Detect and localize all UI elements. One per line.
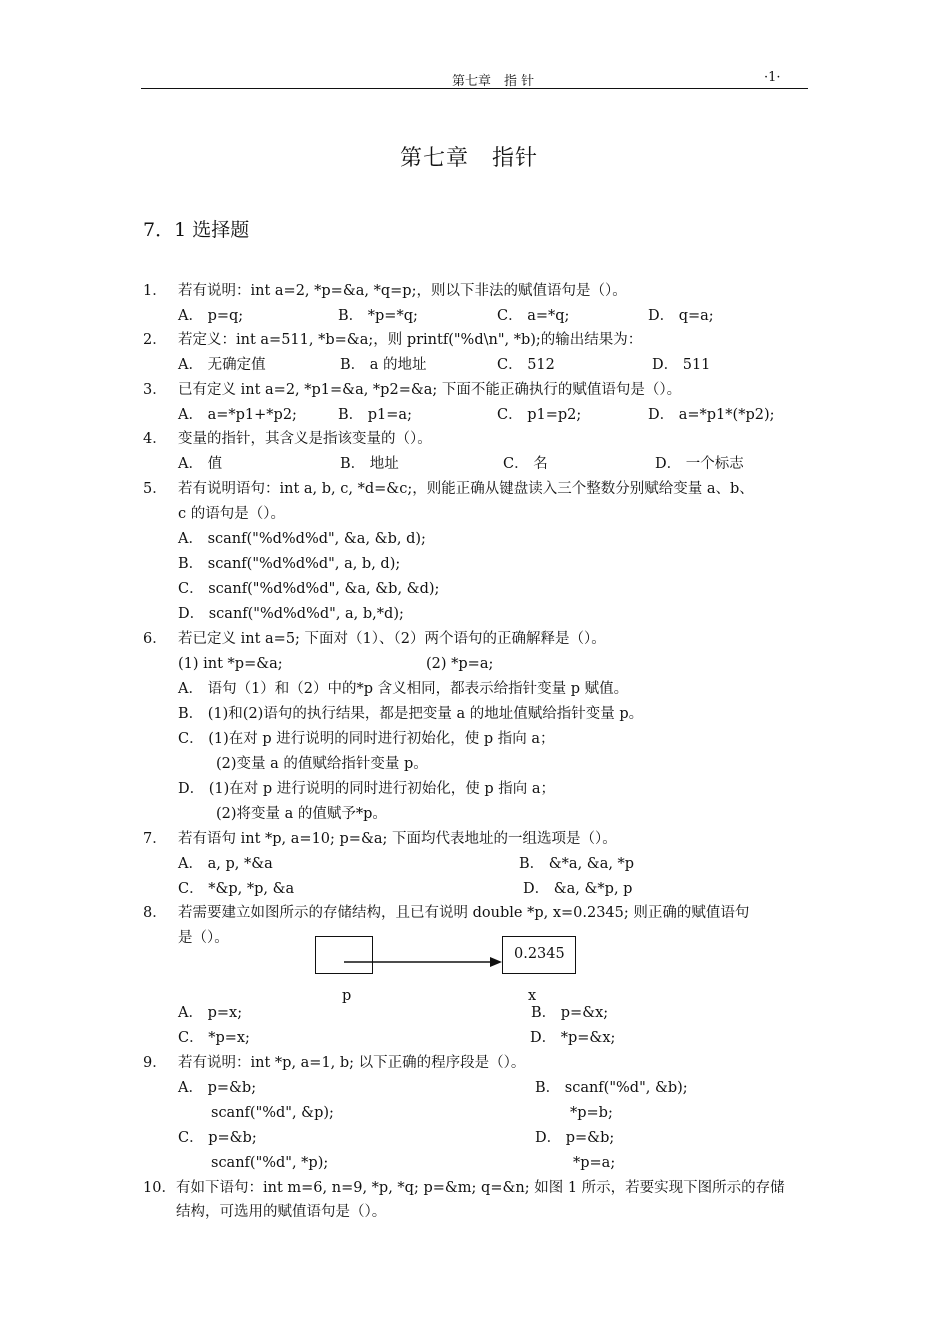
q9-option-c-line1: C． p=&b;: [178, 1130, 257, 1146]
q3-stem: 已有定义 int a=2, *p1=&a, *p2=&a; 下面不能正确执行的赋值语句是（）。: [178, 382, 682, 398]
variable-x-value: 0.2345: [514, 946, 565, 962]
page-number: ·1·: [764, 70, 781, 85]
q2-number: 2．: [143, 332, 167, 348]
q2-stem: 若定义：int a=511, *b=&a;，则 printf("%d\n", *b);的输出结果为：: [178, 332, 643, 348]
q6-stem: 若已定义 int a=5; 下面对（1）、（2）两个语句的正确解释是（）。: [178, 631, 606, 647]
q8-stem: 若需要建立如图所示的存储结构，且已有说明 double *p, x=0.2345; 则正确的赋值语句: [178, 905, 750, 921]
q6-option-d-line1: D． (1)在对 p 进行说明的同时进行初始化，使 p 指向 a；: [178, 781, 556, 797]
q5-option-d: D． scanf("%d%d%d", a, b,*d);: [178, 606, 404, 622]
q9-number: 9．: [143, 1055, 167, 1071]
pointer-arrow: [340, 955, 504, 969]
q9-option-a-line2: scanf("%d", &p);: [211, 1105, 334, 1121]
q3-option-a: A． a=*p1+*p2;: [178, 407, 297, 423]
q7-stem: 若有语句 int *p, a=10; p=&a; 下面均代表地址的一组选项是（）。: [178, 831, 617, 847]
q6-option-c-line2: (2)变量 a 的值赋给指针变量 p。: [216, 756, 428, 772]
running-header: 第七章 指 针: [452, 74, 535, 89]
q4-number: 4．: [143, 431, 167, 447]
q1-option-a: A． p=q;: [178, 308, 244, 324]
q5-stem-cont: c 的语句是（）。: [178, 506, 285, 522]
q9-option-d-line2: *p=a;: [573, 1155, 616, 1171]
q10-stem-cont: 结构，可选用的赋值语句是（）。: [176, 1204, 387, 1220]
q2-option-a: A． 无确定值: [178, 357, 266, 373]
variable-x-box: [502, 936, 576, 974]
q1-option-b: B． *p=*q;: [338, 308, 418, 324]
q3-number: 3．: [143, 382, 167, 398]
q2-option-c: C． 512: [497, 357, 555, 373]
q2-option-d: D． 511: [652, 357, 711, 373]
q8-option-a: A． p=x;: [178, 1005, 243, 1021]
q5-number: 5．: [143, 481, 167, 497]
q6-statement-2: (2) *p=a;: [426, 656, 494, 672]
q6-option-d-line2: (2)将变量 a 的值赋予*p。: [216, 806, 387, 822]
q9-option-b-line2: *p=b;: [570, 1105, 613, 1121]
q5-option-a: A． scanf("%d%d%d", &a, &b, d);: [178, 531, 426, 547]
q8-option-b: B． p=&x;: [531, 1005, 609, 1021]
q5-stem: 若有说明语句：int a, b, c, *d=&c;，则能正确从键盘读入三个整数分别赋给变量 a、b、: [178, 481, 754, 497]
q6-option-c-line1: C． (1)在对 p 进行说明的同时进行初始化，使 p 指向 a；: [178, 731, 555, 747]
q6-number: 6．: [143, 631, 167, 647]
section-heading: 7．1 选择题: [143, 219, 250, 241]
q3-option-c: C． p1=p2;: [497, 407, 582, 423]
q10-stem: 有如下语句：int m=6, n=9, *p, *q; p=&m; q=&n; 如图 1 所示，若要实现下图所示的存储: [176, 1180, 785, 1196]
q10-number: 10．: [143, 1180, 176, 1196]
q7-option-c: C． *&p, *p, &a: [178, 881, 295, 897]
q9-option-c-line2: scanf("%d", *p);: [211, 1155, 329, 1171]
chapter-title: 第七章 指针: [400, 146, 539, 171]
q7-option-a: A． a, p, *&a: [178, 856, 273, 872]
q7-option-b: B． &*a, &a, *p: [519, 856, 635, 872]
q9-stem: 若有说明：int *p, a=1, b; 以下正确的程序段是（）。: [178, 1055, 526, 1071]
q4-option-b: B． 地址: [340, 456, 399, 472]
q5-option-c: C． scanf("%d%d%d", &a, &b, &d);: [178, 581, 440, 597]
header-rule: [141, 88, 808, 89]
q3-option-d: D． a=*p1*(*p2);: [648, 407, 775, 423]
q6-option-a: A． 语句（1）和（2）中的*p 含义相同，都表示给指针变量 p 赋值。: [178, 681, 629, 697]
q8-option-d: D． *p=&x;: [530, 1030, 616, 1046]
q4-stem: 变量的指针，其含义是指该变量的（）。: [178, 431, 432, 447]
q5-option-b: B． scanf("%d%d%d", a, b, d);: [178, 556, 401, 572]
q8-number: 8．: [143, 905, 167, 921]
q9-option-b-line1: B． scanf("%d", &b);: [535, 1080, 688, 1096]
q1-option-d: D． q=a;: [648, 308, 714, 324]
q1-option-c: C． a=*q;: [497, 308, 570, 324]
q6-statement-1: (1) int *p=&a;: [178, 656, 283, 672]
q3-option-b: B． p1=a;: [338, 407, 412, 423]
q4-option-c: C． 名: [503, 456, 548, 472]
label-p: p: [342, 988, 352, 1004]
q1-number: 1．: [143, 283, 167, 299]
label-x: x: [528, 988, 537, 1004]
q9-option-d-line1: D． p=&b;: [535, 1130, 615, 1146]
q8-option-c: C． *p=x;: [178, 1030, 250, 1046]
q4-option-a: A． 值: [178, 456, 223, 472]
q8-stem-cont: 是（）。: [178, 930, 229, 946]
q4-option-d: D． 一个标志: [655, 456, 744, 472]
q1-stem: 若有说明：int a=2, *p=&a, *q=p;，则以下非法的赋值语句是（）。: [178, 283, 627, 299]
q2-option-b: B． a 的地址: [340, 357, 427, 373]
q7-option-d: D． &a, &*p, p: [523, 881, 633, 897]
q6-option-b: B． (1)和(2)语句的执行结果，都是把变量 a 的地址值赋给指针变量 p。: [178, 706, 644, 722]
q9-option-a-line1: A． p=&b;: [178, 1080, 257, 1096]
q7-number: 7．: [143, 831, 167, 847]
